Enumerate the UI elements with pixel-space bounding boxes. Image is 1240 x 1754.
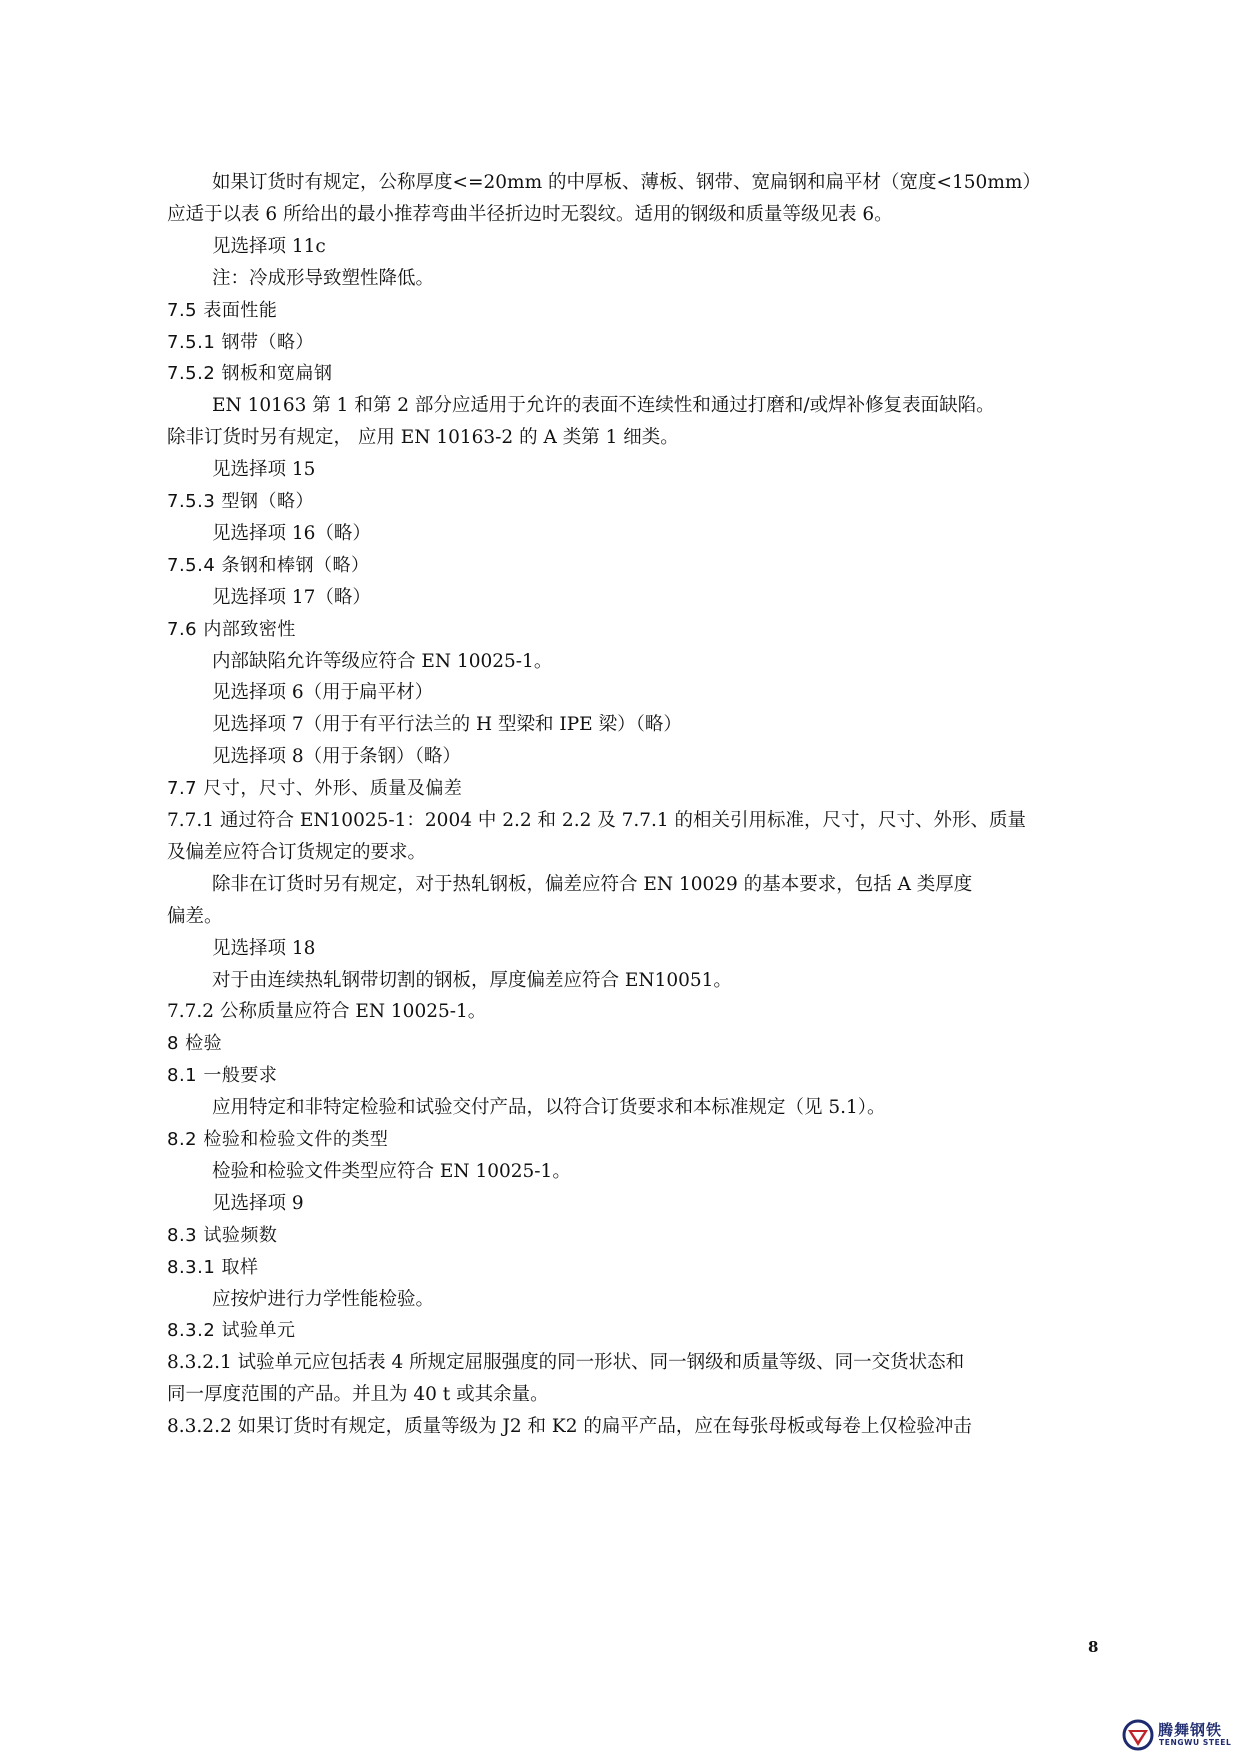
body-text-line: 见选择项 15 [212,459,316,480]
body-text-line: 7.7.1 通过符合 EN10025-1：2004 中 2.2 和 2.2 及 7.7.1 的相关引用标准，尺寸，尺寸、外形、质量 [167,810,1027,831]
section-heading: 7.5.2 钢板和宽扁钢 [167,363,333,384]
body-text-line: 应用特定和非特定检验和试验交付产品，以符合订货要求和本标准规定（见 5.1）。 [212,1097,886,1118]
section-heading: 7.5 表面性能 [167,300,278,321]
body-text-line: 及偏差应符合订货规定的要求。 [167,842,427,863]
body-text-line: 内部缺陷允许等级应符合 EN 10025-1。 [212,651,553,672]
body-text-line: 7.7.2 公称质量应符合 EN 10025-1。 [167,1001,487,1022]
section-heading: 7.5.3 型钢（略） [167,491,315,512]
section-heading: 8.3 试验频数 [167,1225,278,1246]
logo-name-cn: 腾舞钢铁 [1158,1721,1223,1739]
body-text-line: 应按炉进行力学性能检验。 [212,1289,435,1310]
body-text-line: 见选择项 17（略） [212,587,371,608]
body-text-line: 对于由连续热轧钢带切割的钢板，厚度偏差应符合 EN10051。 [212,970,732,991]
body-text-line: 检验和检验文件类型应符合 EN 10025-1。 [212,1161,571,1182]
body-text-line: 注：冷成形导致塑性降低。 [212,268,435,289]
section-heading: 7.6 内部致密性 [167,619,296,640]
body-text-line: 同一厚度范围的产品。并且为 40 t 或其余量。 [167,1384,549,1405]
body-text-line: 偏差。 [167,906,223,927]
body-text-line: 见选择项 9 [212,1193,304,1214]
body-text-line: 除非在订货时另有规定，对于热轧钢板，偏差应符合 EN 10029 的基本要求，包括 A 类厚度 [212,874,973,895]
body-text-line: 8.3.2.2 如果订货时有规定，质量等级为 J2 和 K2 的扁平产品，应在每张母板或每卷上仅检验冲击 [167,1416,972,1437]
body-text-line: 见选择项 7（用于有平行法兰的 H 型梁和 IPE 梁）（略） [212,714,682,735]
section-heading: 8.3.2 试验单元 [167,1320,296,1341]
body-text-line: EN 10163 第 1 和第 2 部分应适用于允许的表面不连续性和通过打磨和/或焊补修复表面缺陷。 [212,395,995,416]
logo-mark-icon [1122,1718,1154,1752]
logo-name-en: TENGWU STEEL [1159,1738,1232,1747]
section-heading: 8.1 一般要求 [167,1065,278,1086]
section-heading: 8.3.1 取样 [167,1257,259,1278]
body-text-line: 见选择项 8（用于条钢）（略） [212,746,461,767]
body-text-line: 见选择项 16（略） [212,523,371,544]
body-text-line: 见选择项 18 [212,938,316,959]
body-text-line: 8.3.2.1 试验单元应包括表 4 所规定屈服强度的同一形状、同一钢级和质量等级、同一交货状态和 [167,1352,965,1373]
body-text-line: 应适于以表 6 所给出的最小推荐弯曲半径折边时无裂纹。适用的钢级和质量等级见表 6。 [167,204,893,225]
company-logo [1122,1718,1240,1752]
section-heading: 7.5.1 钢带（略） [167,332,315,353]
body-text-line: 如果订货时有规定，公称厚度<=20mm 的中厚板、薄板、钢带、宽扁钢和扁平材（宽度<150mm） [212,172,1041,193]
page-number: 8 [1088,1638,1099,1656]
body-text-line: 见选择项 6（用于扁平材） [212,682,434,703]
section-heading: 7.7 尺寸，尺寸、外形、质量及偏差 [167,778,463,799]
section-heading: 8 检验 [167,1033,223,1054]
section-heading: 8.2 检验和检验文件的类型 [167,1129,389,1150]
body-text-line: 见选择项 11c [212,236,326,257]
section-heading: 7.5.4 条钢和棒钢（略） [167,555,370,576]
body-text-line: 除非订货时另有规定， 应用 EN 10163-2 的 A 类第 1 细类。 [167,427,679,448]
